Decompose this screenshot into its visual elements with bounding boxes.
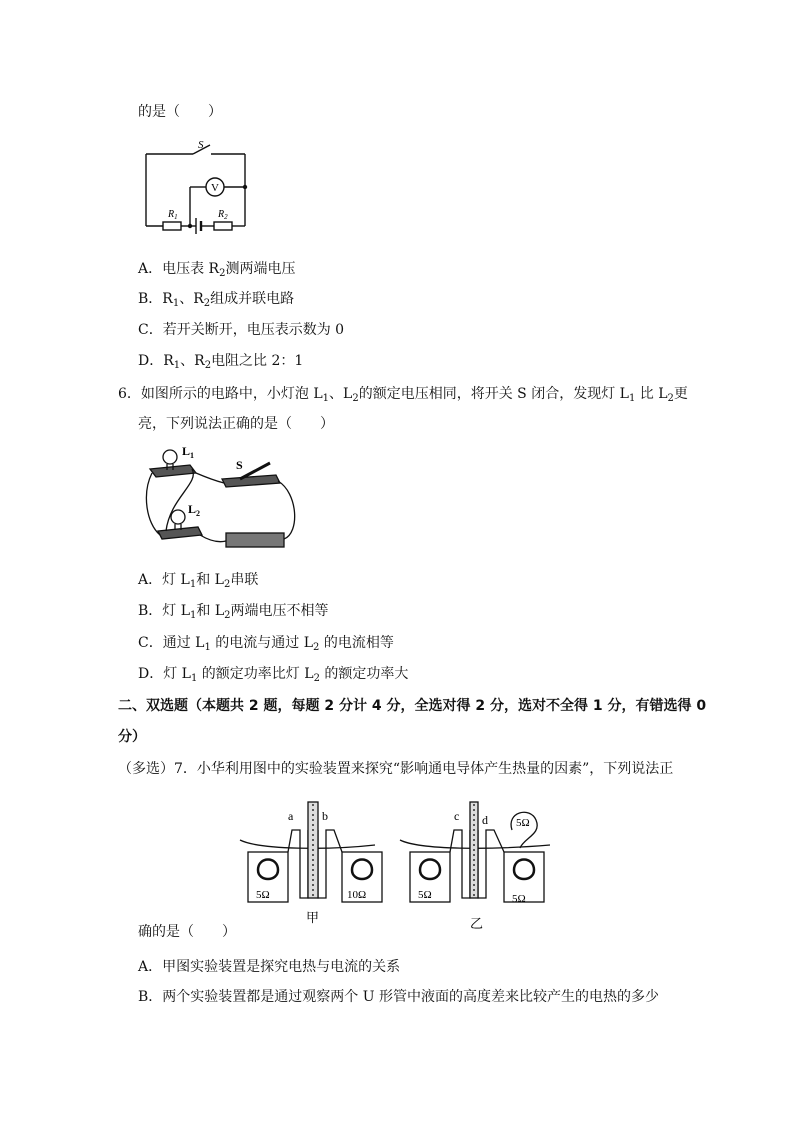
q6-option-a: A．灯 $L_1$和 $L_2$串联 — [138, 572, 259, 590]
q7-right-c-label: c — [454, 809, 460, 823]
svg-text:R1 — [167, 209, 178, 221]
q6-l2-label: L — [188, 502, 197, 516]
q5-option-b: B．$R_1$、$R_2$组成并联电路 — [138, 291, 295, 309]
q5-r1-sub: 1 — [174, 213, 178, 221]
q7-right-r1-label: 5Ω — [418, 889, 432, 901]
q7-right-r2-label: 5Ω — [512, 893, 526, 905]
q7-left-a-label: a — [288, 809, 294, 823]
q7-option-b: B．两个实验装置都是通过观察两个 U 形管中液面的高度差来比较产生的电热的多少 — [138, 989, 659, 1005]
q7-left-r2-label: 10Ω — [347, 889, 367, 901]
q6-option-c: C．通过 $L_1$ 的电流与通过 $L_2$ 的电流相等 — [138, 635, 394, 653]
q5-switch-label: S — [198, 139, 204, 151]
q7-right-caption: 乙 — [470, 916, 484, 930]
q7-left-r1-label: 5Ω — [256, 889, 270, 901]
q7-left-caption: 甲 — [306, 910, 320, 925]
q6-l1-label: L — [182, 444, 191, 458]
q5-option-c: C．若开关断开，电压表示数为 0 — [138, 322, 345, 338]
q6-option-b: B．灯 $L_1$和 $L_2$两端电压不相等 — [138, 603, 329, 621]
q6-stem-line2: 亮，下列说法正确的是（ ） — [138, 416, 334, 432]
section-2-heading-line2: 分） — [118, 729, 146, 745]
svg-text:L2 — [188, 502, 200, 518]
q7-right-r3-label: 5Ω — [516, 817, 530, 829]
q5-option-a: A．电压表 $R_2$测两端电压 — [138, 261, 296, 279]
q5-option-d: D．$R_1$、$R_2$电阻之比 2：1 — [138, 353, 304, 371]
q6-l2-sub: 2 — [196, 509, 201, 518]
q7-apparatus-figure — [230, 790, 560, 930]
q5-voltmeter-label: V — [211, 182, 219, 194]
q6-l1-sub: 1 — [190, 451, 195, 460]
q7-right-d-label: d — [482, 813, 488, 827]
q7-option-a: A．甲图实验装置是探究电热与电流的关系 — [138, 959, 401, 975]
q5-circuit-figure — [138, 134, 258, 234]
q6-circuit-figure — [140, 443, 300, 553]
q5-stem-tail: 的是（ ） — [138, 104, 222, 120]
q6-switch-label: S — [236, 458, 243, 472]
q7-stem-line1: （多选）7．小华利用图中的实验装置来探究“影响通电导体产生热量的因素”，下列说法正 — [118, 761, 674, 777]
q5-r1-label: R — [168, 209, 175, 220]
q6-stem-line1: 6．如图所示的电路中，小灯泡 $L_1$、$L_2$的额定电压相同，将开关 S 闭合，发现灯 $L_1$ 比 $L_2$更 — [118, 386, 688, 404]
svg-text:L1 — [182, 444, 194, 460]
q5-r2-sub: 2 — [224, 213, 228, 221]
section-2-heading-line1: 二、双选题（本题共 2 题，每题 2 分计 4 分，全选对得 2 分，选对不全得 1 分，有错选得 0 — [118, 698, 707, 714]
svg-text:R2 — [217, 209, 228, 221]
q5-r2-label: R — [218, 209, 225, 220]
q7-stem-line2: 确的是（ ） — [138, 924, 236, 940]
q7-left-b-label: b — [322, 809, 328, 823]
q6-option-d: D．灯 $L_1$ 的额定功率比灯 $L_2$ 的额定功率大 — [138, 666, 409, 684]
